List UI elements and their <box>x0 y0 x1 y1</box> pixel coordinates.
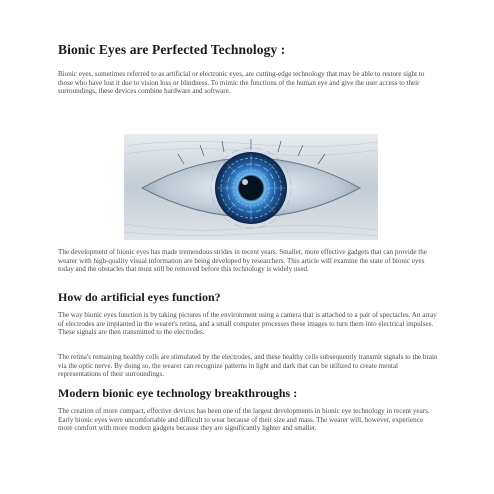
how-paragraph-1: The way bionic eyes function is by taking pictures of the environment using a camera that is attached to a pair of spectacles. An array of electrodes are implanted in the wearer's retina, and a small computer processes these images to turn them into electrical impulses. These signals are then transmitted to the electrodes. <box>58 311 437 337</box>
how-heading: How do artificial eyes function? <box>58 290 221 304</box>
how-paragraph-2: The retina's remaining healthy cells are stimulated by the electrodes, and these healthy cells subsequently transmit signals to the brain via the optic nerve. By doing so, the wearer can recognize patterns in light and dark that can be utilized to create mental representations of their surroundings. <box>58 353 438 379</box>
pupil <box>239 176 263 200</box>
bionic-eye-image <box>124 134 378 240</box>
pupil-highlight <box>242 179 248 185</box>
article-title: Bionic Eyes are Perfected Technology : <box>58 42 286 57</box>
modern-heading: Modern bionic eye technology breakthroughs : <box>58 386 298 400</box>
modern-paragraph-1: The creation of more compact, effective devices has been one of the largest developments in bionic eye technology in recent years. Early bionic eyes were uncomfortable and difficult to wear because of their size and mass. The wearer will, however, experience more comfort with more modern gadgets because they are significantly lighter and smaller. <box>58 407 430 433</box>
eye-illustration <box>124 134 378 240</box>
intro-paragraph: Bionic eyes, sometimes referred to as artificial or electronic eyes, are cutting-edge technology that may be able to restore sight to those who have lost it due to vision loss or blindness. To mimic the functions of the human eye and give the user access to their surroundings, these devices combine hardware and software. <box>58 70 425 96</box>
development-paragraph: The development of bionic eyes has made tremendous strides in recent years. Smaller, more effective gadgets that can provide the wearer with high-quality visual information are being developed by researchers. This article will examine the state of bionic eyes today and the obstacles that must still be removed before this technology is widely used. <box>58 248 427 274</box>
